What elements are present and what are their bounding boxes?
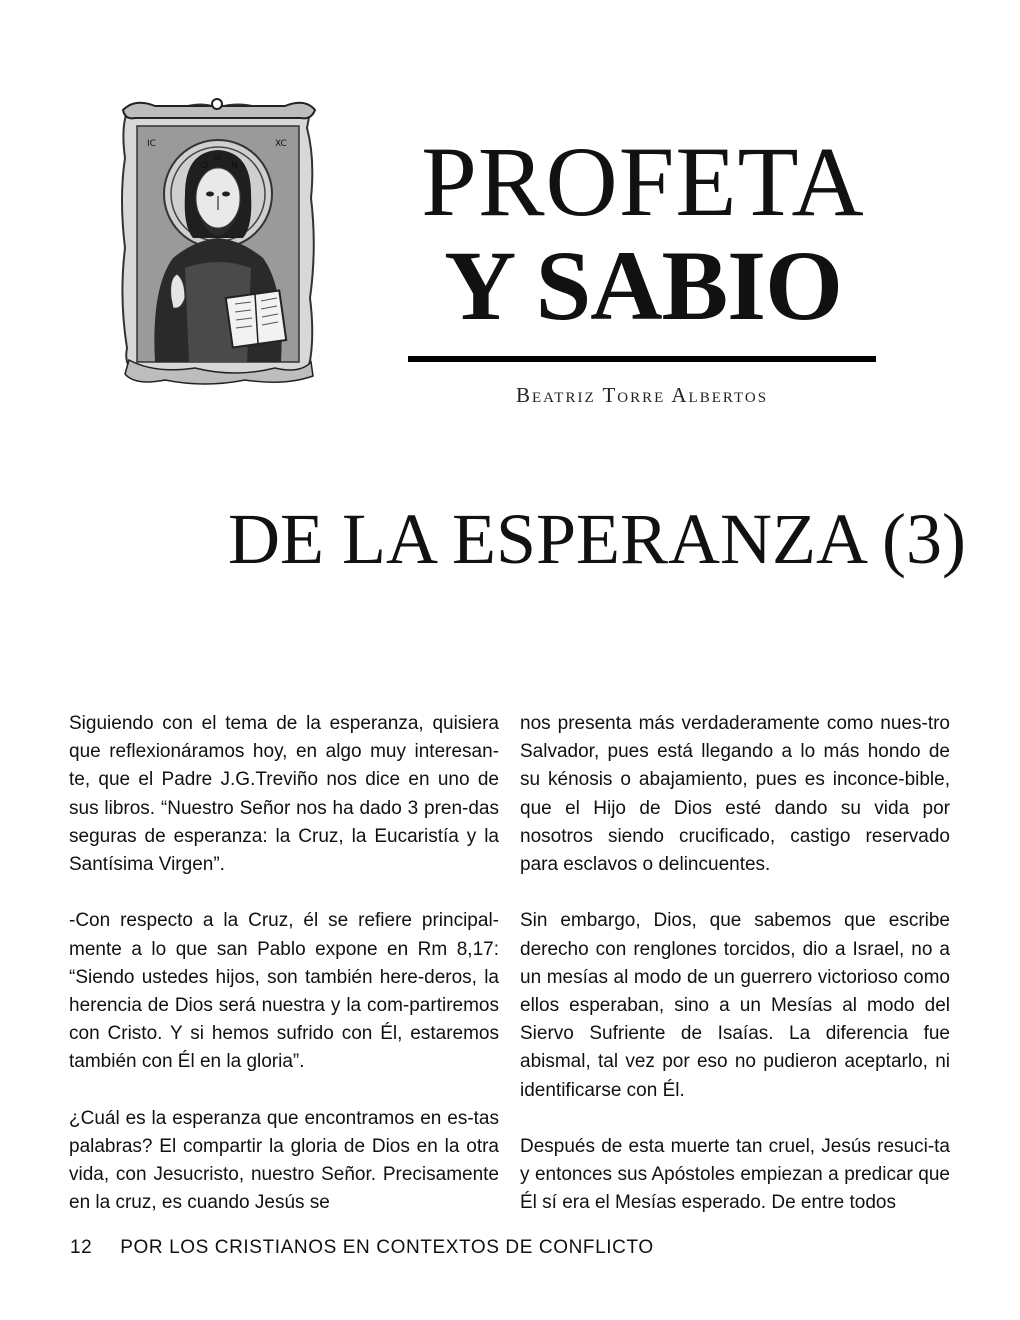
pantocrator-icon-image: [115, 98, 320, 386]
article-subtitle: DE LA ESPERANZA (3): [228, 499, 966, 579]
paragraph: nos presenta más verdaderamente como nues-tro Salvador, pues está llegando a lo más hondo de su kénosis o abajamiento, pues es inconce-bible, que el Hijo de Dios esté dando su vida por nosotros siendo crucificado, castigo reservado para esclavos o delincuentes.: [520, 713, 950, 876]
article-title: [410, 126, 876, 341]
paragraph: Sin embargo, Dios, que sabemos que escribe derecho con renglones torcidos, dio a Israel, no a un mesías al modo de un guerrero victorioso como ellos esperaban, sino a un Mesías al modo del Siervo Sufriente de Isaías. La diferencia fue abismal, tal vez por eso no pudieron aceptarlo, ni identificarse con Él.: [520, 910, 950, 1101]
paragraph: ¿Cuál es la esperanza que encontramos en es-tas palabras? El compartir la gloria de Dios en la otra vida, con Jesucristo, nuestro Señor. Precisamente en la cruz, es cuando Jesús se: [69, 1107, 499, 1214]
halo-letter-omega: ω: [214, 153, 222, 163]
inscription-left: IC: [147, 139, 156, 149]
running-title: POR LOS CRISTIANOS EN CONTEXTOS DE CONFLICTO: [120, 1237, 654, 1258]
page-footer: [70, 1237, 654, 1259]
left-text-column: [69, 710, 499, 1218]
page-number: 12: [70, 1237, 93, 1258]
paragraph: Siguiendo con el tema de la esperanza, quisiera que reflexionáramos hoy, en algo muy interesan-te, que el Padre J.G.Treviño nos dice en uno de sus libros. “Nuestro Señor nos ha dado 3 pren-das seguras de esperanza: la Cruz, la Eucaristía y la Santísima Virgen”.: [69, 713, 499, 876]
paragraph: Después de esta muerte tan cruel, Jesús resuci-ta y entonces sus Apóstoles empiezan a predicar que Él sí era el Mesías esperado. De entre todos: [520, 1136, 950, 1214]
author-name: Beatriz Torre Albertos: [515, 383, 769, 407]
halo-letter-o: O: [201, 161, 209, 171]
inscription-right: XC: [275, 139, 287, 149]
title-rule-divider: [408, 356, 876, 362]
right-text-column: [520, 710, 950, 1218]
halo-letter-n: N: [231, 161, 238, 171]
title-line-2: Y SABIO: [444, 230, 842, 341]
paragraph: -Con respecto a la Cruz, él se refiere principal-mente a lo que san Pablo expone en Rm 8,17: “Siendo ustedes hijos, son también here-deros, la herencia de Dios será nuestra y la com-partiremos con Cristo. Y si hemos sufrido con Él, estaremos también con Él en la gloria”.: [69, 910, 499, 1073]
title-line-1: PROFETA: [421, 126, 865, 237]
